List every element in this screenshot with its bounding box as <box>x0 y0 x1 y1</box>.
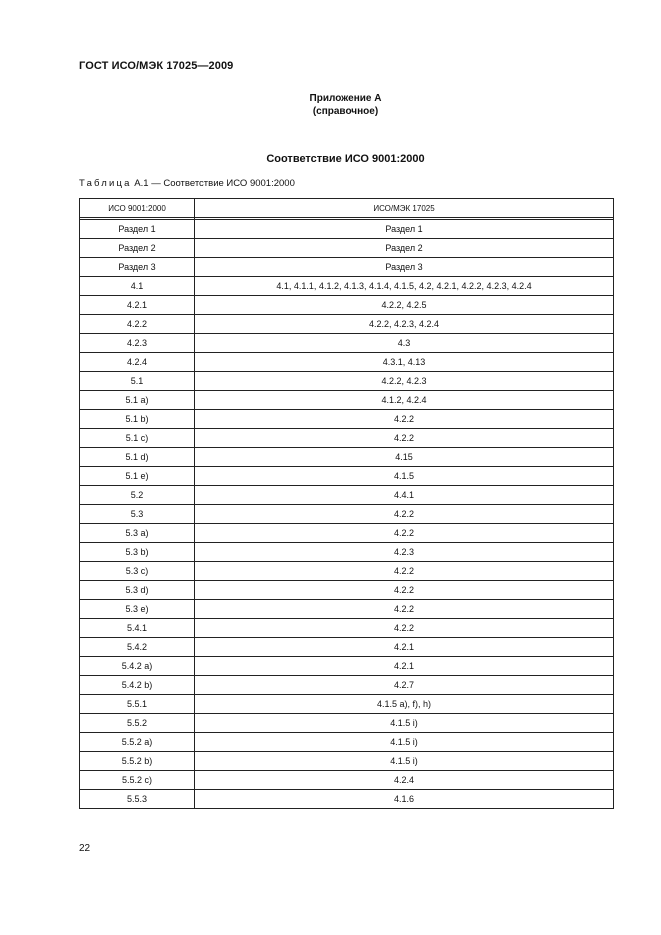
section-title: Соответствие ИСО 9001:2000 <box>266 153 425 165</box>
cell-iso-9001: 4.2.1 <box>80 296 195 315</box>
cell-iso-iec-17025: 4.3 <box>195 334 614 353</box>
cell-iso-iec-17025: 4.2.2 <box>195 581 614 600</box>
cell-iso-iec-17025: 4.2.4 <box>195 771 614 790</box>
cell-iso-iec-17025: 4.2.2 <box>195 600 614 619</box>
column-header-iso-9001: ИСО 9001:2000 <box>80 199 195 218</box>
cell-iso-9001: 4.2.2 <box>80 315 195 334</box>
table-caption-label: Таблица <box>79 178 132 189</box>
table-row <box>80 353 614 372</box>
table-row <box>80 695 614 714</box>
cell-iso-9001: 5.1 c) <box>80 429 195 448</box>
cell-iso-9001: 5.1 a) <box>80 391 195 410</box>
table-row <box>80 524 614 543</box>
cell-iso-9001: 5.3 d) <box>80 581 195 600</box>
table-row <box>80 334 614 353</box>
table-row <box>80 543 614 562</box>
table-row <box>80 790 614 809</box>
table-row <box>80 714 614 733</box>
table-row <box>80 448 614 467</box>
table-row <box>80 239 614 258</box>
table-row <box>80 771 614 790</box>
cell-iso-iec-17025: 4.2.2 <box>195 619 614 638</box>
cell-iso-9001: 5.3 e) <box>80 600 195 619</box>
table-row <box>80 505 614 524</box>
cell-iso-iec-17025: 4.2.3 <box>195 543 614 562</box>
cell-iso-iec-17025: 4.2.1 <box>195 657 614 676</box>
table-row <box>80 277 614 296</box>
cell-iso-iec-17025: 4.1.2, 4.2.4 <box>195 391 614 410</box>
cell-iso-9001: 5.1 e) <box>80 467 195 486</box>
table-row <box>80 676 614 695</box>
cell-iso-9001: 5.5.2 a) <box>80 733 195 752</box>
column-header-iso-iec-17025: ИСО/МЭК 17025 <box>195 199 614 218</box>
cell-iso-iec-17025: 4.2.2, 4.2.3, 4.2.4 <box>195 315 614 334</box>
cell-iso-9001: 5.3 c) <box>80 562 195 581</box>
table-body <box>80 218 614 809</box>
cell-iso-iec-17025: 4.2.2 <box>195 410 614 429</box>
cell-iso-iec-17025: 4.1.5 <box>195 467 614 486</box>
cell-iso-9001: Раздел 2 <box>80 239 195 258</box>
cell-iso-9001: 5.4.2 b) <box>80 676 195 695</box>
cell-iso-9001: 5.5.2 c) <box>80 771 195 790</box>
cell-iso-iec-17025: Раздел 2 <box>195 239 614 258</box>
table-row <box>80 258 614 277</box>
table-row <box>80 657 614 676</box>
cell-iso-iec-17025: 4.4.1 <box>195 486 614 505</box>
cell-iso-9001: Раздел 3 <box>80 258 195 277</box>
cell-iso-9001: 5.5.2 <box>80 714 195 733</box>
cell-iso-iec-17025: Раздел 1 <box>195 220 614 239</box>
cell-iso-9001: 5.3 b) <box>80 543 195 562</box>
table-row <box>80 410 614 429</box>
table-row <box>80 391 614 410</box>
cell-iso-9001: 4.2.3 <box>80 334 195 353</box>
cell-iso-9001: 5.3 a) <box>80 524 195 543</box>
cell-iso-iec-17025: 4.1.5 a), f), h) <box>195 695 614 714</box>
table-row <box>80 486 614 505</box>
table-row <box>80 562 614 581</box>
cell-iso-iec-17025: 4.1.5 i) <box>195 733 614 752</box>
cell-iso-9001: 5.1 <box>80 372 195 391</box>
table-row <box>80 429 614 448</box>
table-caption-text: А.1 — Соответствие ИСО 9001:2000 <box>134 178 295 189</box>
cell-iso-iec-17025: 4.1, 4.1.1, 4.1.2, 4.1.3, 4.1.4, 4.1.5, 4.2, 4.2.1, 4.2.2, 4.2.3, 4.2.4 <box>195 277 614 296</box>
correspondence-table <box>79 198 614 809</box>
cell-iso-iec-17025: 4.2.2, 4.2.5 <box>195 296 614 315</box>
cell-iso-iec-17025: 4.15 <box>195 448 614 467</box>
table-row <box>80 372 614 391</box>
cell-iso-iec-17025: 4.2.2 <box>195 524 614 543</box>
table-row <box>80 296 614 315</box>
cell-iso-iec-17025: Раздел 3 <box>195 258 614 277</box>
cell-iso-9001: 5.3 <box>80 505 195 524</box>
cell-iso-9001: 5.5.3 <box>80 790 195 809</box>
cell-iso-9001: Раздел 1 <box>80 220 195 239</box>
table-row <box>80 220 614 239</box>
cell-iso-iec-17025: 4.2.1 <box>195 638 614 657</box>
cell-iso-iec-17025: 4.3.1, 4.13 <box>195 353 614 372</box>
document-header: ГОСТ ИСО/МЭК 17025—2009 <box>79 60 234 72</box>
table-row <box>80 752 614 771</box>
appendix-subtitle: (справочное) <box>312 106 379 117</box>
table-row <box>80 581 614 600</box>
cell-iso-iec-17025: 4.2.7 <box>195 676 614 695</box>
appendix-title: Приложение А <box>309 93 382 104</box>
table-caption <box>79 178 295 189</box>
cell-iso-iec-17025: 4.1.6 <box>195 790 614 809</box>
page-number: 22 <box>79 843 91 854</box>
cell-iso-iec-17025: 4.2.2 <box>195 505 614 524</box>
table-row <box>80 733 614 752</box>
cell-iso-iec-17025: 4.2.2, 4.2.3 <box>195 372 614 391</box>
cell-iso-iec-17025: 4.1.5 i) <box>195 714 614 733</box>
cell-iso-9001: 4.2.4 <box>80 353 195 372</box>
table-row <box>80 600 614 619</box>
cell-iso-9001: 5.4.2 <box>80 638 195 657</box>
table-header-row <box>80 199 614 218</box>
cell-iso-9001: 5.5.1 <box>80 695 195 714</box>
cell-iso-9001: 5.4.1 <box>80 619 195 638</box>
cell-iso-iec-17025: 4.1.5 i) <box>195 752 614 771</box>
table-row <box>80 467 614 486</box>
cell-iso-9001: 4.1 <box>80 277 195 296</box>
cell-iso-9001: 5.2 <box>80 486 195 505</box>
appendix-heading <box>0 92 661 118</box>
cell-iso-iec-17025: 4.2.2 <box>195 562 614 581</box>
cell-iso-9001: 5.4.2 a) <box>80 657 195 676</box>
table-row <box>80 638 614 657</box>
table-row <box>80 619 614 638</box>
cell-iso-9001: 5.1 d) <box>80 448 195 467</box>
cell-iso-iec-17025: 4.2.2 <box>195 429 614 448</box>
cell-iso-9001: 5.1 b) <box>80 410 195 429</box>
cell-iso-9001: 5.5.2 b) <box>80 752 195 771</box>
table-row <box>80 315 614 334</box>
